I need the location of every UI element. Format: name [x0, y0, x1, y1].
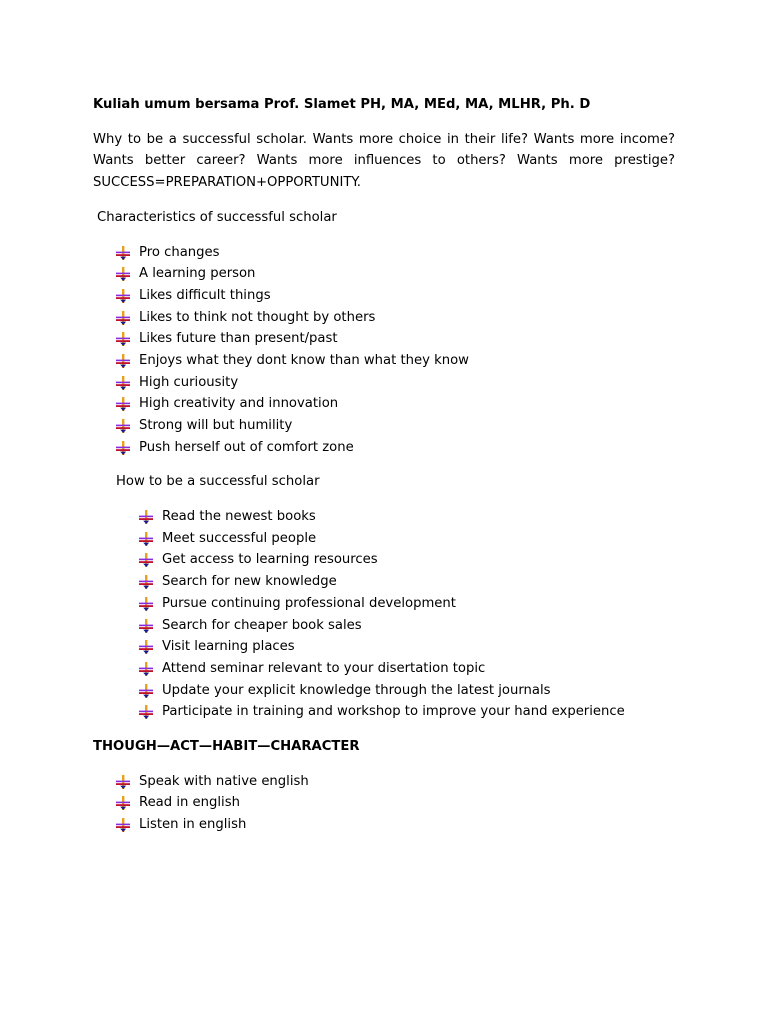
arrow-cross-bullet-icon	[116, 332, 130, 346]
list-item	[116, 328, 675, 350]
arrow-cross-bullet-icon	[116, 267, 130, 281]
list-item	[116, 792, 675, 814]
list-item	[116, 372, 675, 394]
characteristics-list	[93, 242, 675, 459]
arrow-cross-bullet-icon	[139, 575, 153, 589]
list-item	[116, 285, 675, 307]
list-item	[116, 437, 675, 459]
arrow-cross-bullet-icon	[139, 597, 153, 611]
list-item	[116, 415, 675, 437]
list-item-text: High curiousity	[139, 374, 239, 390]
list-item	[139, 571, 675, 593]
arrow-cross-bullet-icon	[116, 376, 130, 390]
how-to-list	[93, 506, 675, 723]
list-item	[116, 350, 675, 372]
list-item	[116, 393, 675, 415]
list-item-text: Likes future than present/past	[139, 331, 338, 347]
list-item-text: Search for new knowledge	[162, 574, 337, 590]
list-item	[139, 701, 675, 723]
arrow-cross-bullet-icon	[139, 510, 153, 524]
intro-line: Why to be a successful scholar. Wants more choice in their life? Wants more income?	[93, 131, 675, 147]
list-item	[139, 615, 675, 637]
list-item	[116, 771, 675, 793]
list-item-text: Listen in english	[139, 817, 247, 833]
list-item-text: Read the newest books	[162, 509, 316, 525]
list-item	[116, 307, 675, 329]
list-item	[139, 549, 675, 571]
arrow-cross-bullet-icon	[139, 684, 153, 698]
how-to-heading: How to be a successful scholar	[116, 474, 320, 490]
arrow-cross-bullet-icon	[139, 553, 153, 567]
list-item	[139, 528, 675, 550]
list-item-text: Likes to think not thought by others	[139, 309, 376, 325]
list-item-text: Update your explicit knowledge through the latest journals	[162, 682, 551, 698]
arrow-cross-bullet-icon	[116, 289, 130, 303]
arrow-cross-bullet-icon	[116, 311, 130, 325]
list-item	[116, 242, 675, 264]
arrow-cross-bullet-icon	[116, 775, 130, 789]
document-title: Kuliah umum bersama Prof. Slamet PH, MA, MEd, MA, MLHR, Ph. D	[93, 97, 591, 112]
intro-line: SUCCESS=PREPARATION+OPPORTUNITY.	[93, 175, 361, 191]
list-item	[139, 593, 675, 615]
list-item-text: Pro changes	[139, 244, 220, 260]
document-body	[93, 94, 675, 836]
english-tips-list	[93, 771, 675, 836]
list-item	[139, 636, 675, 658]
arrow-cross-bullet-icon	[116, 441, 130, 455]
list-item-text: Enjoys what they dont know than what they know	[139, 352, 469, 368]
list-item	[139, 658, 675, 680]
arrow-cross-bullet-icon	[139, 532, 153, 546]
list-item-text: Strong will but humility	[139, 418, 293, 434]
arrow-cross-bullet-icon	[116, 818, 130, 832]
arrow-cross-bullet-icon	[139, 705, 153, 719]
arrow-cross-bullet-icon	[116, 419, 130, 433]
arrow-cross-bullet-icon	[116, 246, 130, 260]
arrow-cross-bullet-icon	[139, 619, 153, 633]
list-item	[116, 814, 675, 836]
list-item-text: Attend seminar relevant to your disertation topic	[162, 660, 486, 676]
list-item-text: Search for cheaper book sales	[162, 617, 362, 633]
list-item-text: Read in english	[139, 795, 240, 811]
intro-line: Wants better career? Wants more influences to others? Wants more prestige?	[93, 153, 675, 169]
arrow-cross-bullet-icon	[139, 640, 153, 654]
list-item	[139, 680, 675, 702]
arrow-cross-bullet-icon	[116, 397, 130, 411]
list-item-text: Visit learning places	[162, 639, 295, 655]
list-item-text: Pursue continuing professional development	[162, 595, 456, 611]
arrow-cross-bullet-icon	[116, 354, 130, 368]
list-item	[139, 506, 675, 528]
list-item	[116, 263, 675, 285]
list-item-text: Likes difficult things	[139, 287, 271, 303]
characteristics-heading: Characteristics of successful scholar	[97, 209, 337, 225]
list-item-text: A learning person	[139, 266, 256, 282]
arrow-cross-bullet-icon	[116, 796, 130, 810]
list-item-text: High creativity and innovation	[139, 396, 339, 412]
list-item-text: Get access to learning resources	[162, 552, 378, 568]
habit-chain-heading: THOUGH—ACT—HABIT—CHARACTER	[93, 738, 360, 754]
list-item-text: Meet successful people	[162, 530, 317, 546]
list-item-text: Push herself out of comfort zone	[139, 439, 354, 455]
list-item-text: Speak with native english	[139, 773, 309, 789]
arrow-cross-bullet-icon	[139, 662, 153, 676]
intro-paragraph	[93, 129, 675, 194]
list-item-text: Participate in training and workshop to improve your hand experience	[162, 704, 625, 720]
